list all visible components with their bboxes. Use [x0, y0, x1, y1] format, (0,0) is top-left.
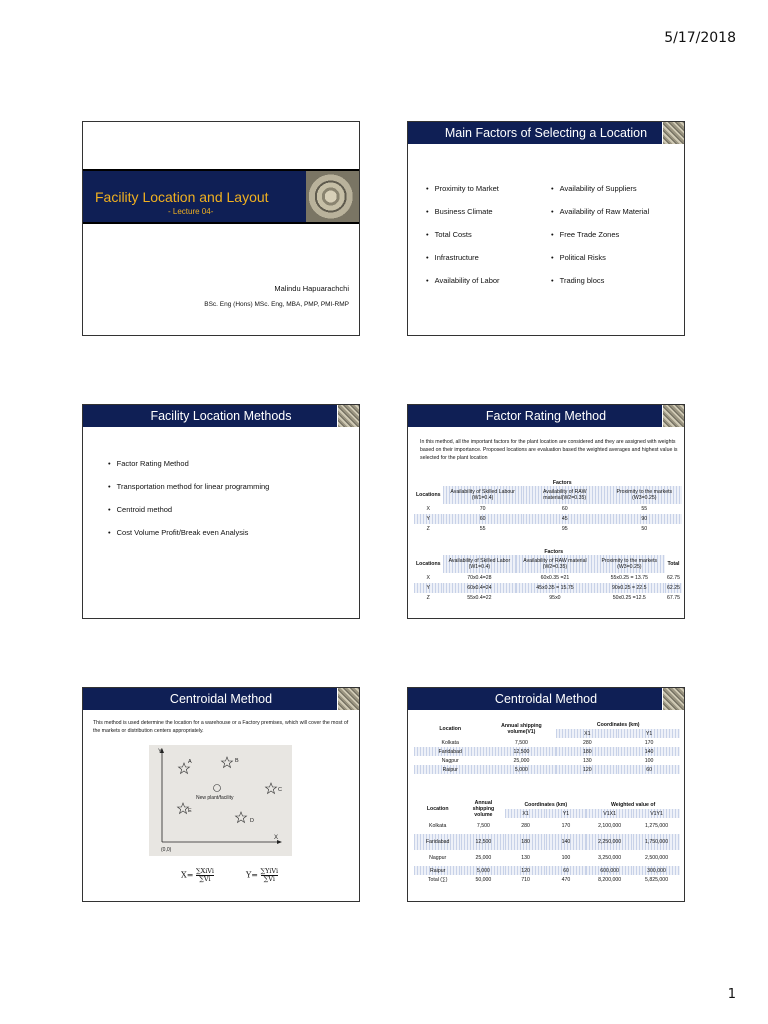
table-row [414, 818, 680, 834]
point-b-label: B [235, 758, 239, 764]
method-list [108, 459, 269, 551]
table-cell: 7,500 [514, 739, 528, 746]
slide-title-text: Centroidal Method [494, 692, 598, 706]
table-cell: 50,000 [475, 876, 492, 883]
table-cell: 55x0.25 = 13.75 [610, 575, 648, 581]
table-header: X1 [556, 729, 618, 738]
point-d-star [236, 812, 247, 823]
slide-factor-rating [407, 404, 685, 619]
table-header: Y1 [618, 729, 680, 738]
list-item: • Availability of Raw Material [551, 207, 649, 230]
weighted-value-table [414, 800, 680, 884]
gears-thumbnail [337, 688, 359, 710]
slide-title-text: Main Factors of Selecting a Location [444, 126, 648, 140]
gears-thumbnail [662, 405, 684, 427]
slide-header [83, 405, 359, 427]
list-item: • Infrastructure [426, 253, 500, 276]
table-header: Availability of Skilled Labor (W1=0.4) [443, 555, 517, 573]
list-item: • Political Risks [551, 253, 649, 276]
table-cell: 60x0.4=24 [443, 583, 517, 593]
table-row [414, 593, 682, 603]
table-cell: X [426, 575, 430, 581]
table-cell: 62.75 [667, 575, 680, 581]
print-date: 5/17/2018 [664, 30, 736, 46]
point-c-label: C [278, 787, 282, 793]
x-axis-label: X [274, 835, 279, 841]
table-header: Proximity to the markets (W3=0.25) [607, 486, 682, 504]
point-e-star [178, 803, 189, 814]
table-cell: Faridabad [414, 834, 461, 850]
formula-x-label: X= [181, 870, 194, 880]
table-header: Availability of Skilled Labour (W1=0.4) [443, 486, 523, 504]
shipping-volume-table [414, 720, 680, 774]
table-cell: 170 [561, 823, 571, 829]
author-credentials: BSc. Eng (Hons) MSc. Eng, MBA, PMP, PMI-RMP [204, 301, 349, 308]
table-cell: 170 [644, 739, 654, 746]
table-cell: Z [426, 595, 430, 601]
table-row [414, 866, 680, 875]
table-cell: 50 [641, 526, 648, 532]
table-header: V1X1 [586, 809, 633, 818]
formula-y-label: Y= [246, 870, 258, 880]
table-cell: 62.25 [665, 583, 682, 593]
table-cell: 55x0.4=22 [467, 595, 492, 601]
table-cell: 3,250,000 [598, 855, 622, 861]
point-b-star [222, 757, 233, 768]
table-cell: Raipur [414, 765, 486, 774]
table-cell: 45x0.35 = 15.75 [516, 583, 593, 593]
table-header: Location [426, 806, 449, 812]
table-row [414, 875, 680, 884]
list-item: • Proximity to Market [426, 184, 500, 207]
gears-thumbnail [662, 688, 684, 710]
table-header: Coordinates (km) [596, 721, 640, 728]
slide-centroid-intro [82, 687, 360, 902]
author-name: Malindu Hapuarachchi [274, 284, 349, 293]
slide-header [408, 122, 684, 144]
method-description: In this method, all the important factors for the plant location are considered and they are assigned with weights based on their importance. Proposed locations are evaluation based the weighted averages and highest value is selected for the plant location [420, 439, 678, 462]
table-cell: 60 [618, 765, 680, 774]
table-cell: 2,100,000 [598, 823, 622, 829]
table-cell: 90x0.25 = 22.5 [594, 583, 665, 593]
slide-title-text: Factor Rating Method [485, 409, 607, 423]
location-diagram-svg [149, 745, 292, 856]
table-cell: 12,500 [486, 747, 556, 756]
point-a-label: A [188, 759, 192, 765]
slide-centroid-example [407, 687, 685, 902]
table-cell: 140 [546, 834, 586, 850]
table-group-header: Factors [544, 549, 564, 555]
table-cell: 5,825,000 [645, 876, 669, 883]
weighted-scores-table [414, 549, 682, 603]
slide-main-factors [407, 121, 685, 336]
factor-weights-table [414, 480, 682, 534]
factor-list-left [426, 184, 500, 299]
slide-title-text: Centroidal Method [169, 692, 273, 706]
list-item: • Factor Rating Method [108, 459, 269, 482]
list-item: • Availability of Labor [426, 276, 500, 299]
slide-title [82, 121, 360, 336]
new-facility-marker [214, 785, 221, 792]
table-cell: 1,275,000 [645, 823, 669, 829]
table-header: Location [439, 726, 462, 732]
gears-image [306, 171, 360, 222]
table-header: Total [667, 561, 680, 567]
table-cell: X [426, 506, 430, 512]
table-row [414, 514, 682, 524]
point-d-label: D [250, 818, 254, 824]
table-cell: Nagpur [441, 757, 459, 764]
table-header: Proximity to the markets (W3=0.25) [594, 555, 665, 573]
table-cell: 25,000 [513, 757, 530, 764]
table-header: Annual shipping volume(V1) [501, 723, 542, 735]
table-cell: 180 [505, 834, 545, 850]
table-cell: 7,500 [476, 823, 490, 829]
origin-label: (0,0) [161, 847, 172, 853]
point-e-label: E [188, 808, 192, 814]
table-cell: Total (∑) [427, 876, 448, 883]
table-row [414, 747, 680, 756]
table-group-header: Factors [552, 480, 572, 486]
table-cell: 710 [521, 876, 530, 883]
point-c-star [266, 783, 277, 794]
table-header: Coordinates (km) [524, 801, 568, 808]
table-cell: 2,500,000 [645, 855, 669, 861]
table-cell: 70x0.4=28 [467, 575, 492, 581]
table-cell: 2,250,000 [586, 834, 633, 850]
gears-thumbnail [662, 122, 684, 144]
formula-y [246, 868, 278, 883]
table-cell: Kolkata [429, 823, 447, 829]
formula-x-numerator: ∑XiVi [195, 867, 214, 875]
table-cell: Z [426, 526, 430, 532]
formula-x-denominator: ∑Vi [199, 875, 211, 884]
table-row [414, 765, 680, 774]
table-cell: 60 [443, 514, 523, 524]
list-item: • Transportation method for linear programming [108, 482, 269, 505]
table-cell: 140 [618, 747, 680, 756]
table-row [414, 524, 682, 534]
table-cell: Y [414, 514, 443, 524]
table-cell: 67.75 [667, 595, 680, 601]
table-cell: Faridabad [414, 747, 486, 756]
table-cell: 100 [561, 855, 571, 861]
table-cell: Nagpur [429, 855, 447, 861]
table-cell: Y [414, 583, 443, 593]
slide-header [83, 688, 359, 710]
table-header: Availability of RAW material(W2=0.35) [523, 486, 607, 504]
table-cell: 60 [546, 866, 586, 875]
table-cell: 45 [523, 514, 607, 524]
formula-y-denominator: ∑Vi [263, 875, 275, 884]
list-item: • Free Trade Zones [551, 230, 649, 253]
table-cell: 25,000 [475, 855, 492, 861]
new-facility-label: New plant/facility [196, 795, 234, 801]
table-header: X1 [505, 809, 545, 818]
location-diagram [149, 745, 292, 856]
table-cell: 130 [582, 757, 592, 764]
table-cell: 12,500 [461, 834, 505, 850]
page-number: 1 [727, 987, 736, 1002]
table-header: V1Y1 [633, 809, 680, 818]
table-row [414, 504, 682, 514]
table-cell: 8,200,000 [598, 876, 622, 883]
factor-list-right [551, 184, 649, 299]
deck-title: Facility Location and Layout [95, 189, 269, 205]
table-cell: 600,000 [586, 866, 633, 875]
table-row [414, 583, 682, 593]
formula-y-numerator: ∑YiVi [260, 867, 279, 875]
deck-subtitle: - Lecture 04- [168, 207, 214, 216]
method-description: This method is used determine the location for a warehouse or a Factory premises, which will cover the most of the markets or distribution centers appropriately. [93, 720, 349, 734]
table-cell: 470 [561, 876, 571, 883]
table-cell: 120 [505, 866, 545, 875]
list-item: • Business Climate [426, 207, 500, 230]
table-cell: 180 [556, 747, 618, 756]
table-cell: Raipur [414, 866, 461, 875]
table-cell: 1,750,000 [633, 834, 680, 850]
table-cell: 100 [644, 757, 654, 764]
slide-title-text: Facility Location Methods [150, 409, 292, 423]
table-row [414, 834, 680, 850]
slide-header [408, 405, 684, 427]
table-cell: 120 [556, 765, 618, 774]
table-cell: 130 [521, 855, 530, 861]
table-header: Locations [416, 561, 441, 567]
slide-location-methods [82, 404, 360, 619]
slide-header [408, 688, 684, 710]
table-cell: 280 [521, 823, 530, 829]
table-cell: 300,000 [633, 866, 680, 875]
table-row [414, 756, 680, 765]
list-item: • Cost Volume Profit/Break even Analysis [108, 528, 269, 551]
table-cell: 60x0.35 =21 [540, 575, 570, 581]
table-cell: 90 [607, 514, 682, 524]
table-header: Y1 [546, 809, 586, 818]
table-cell: 55 [641, 506, 648, 512]
list-item: • Centroid method [108, 505, 269, 528]
table-row [414, 850, 680, 866]
table-header: Availability of RAW material (W2=0.35) [516, 555, 593, 573]
table-cell: 70 [479, 506, 486, 512]
y-axis-label: Y [158, 749, 163, 755]
table-cell: 95x0 [549, 595, 561, 601]
table-cell: 5,000 [461, 866, 505, 875]
table-header: Annual shipping volume [472, 800, 495, 818]
table-cell: 50x0.25 =12.5 [612, 595, 646, 601]
table-cell: Kolkata [441, 739, 459, 746]
formula-x [181, 868, 214, 883]
table-cell: 95 [561, 526, 568, 532]
title-band [83, 169, 360, 224]
gears-thumbnail [337, 405, 359, 427]
table-cell: 55 [479, 526, 486, 532]
table-header: Locations [416, 492, 441, 498]
table-row [414, 738, 680, 747]
list-item: • Trading blocs [551, 276, 649, 299]
table-cell: 280 [582, 739, 592, 746]
table-cell: 5,000 [486, 765, 556, 774]
table-row [414, 573, 682, 583]
table-header: Weighted value of [610, 801, 656, 808]
list-item: • Total Costs [426, 230, 500, 253]
table-cell: 60 [561, 506, 568, 512]
list-item: • Availability of Suppliers [551, 184, 649, 207]
